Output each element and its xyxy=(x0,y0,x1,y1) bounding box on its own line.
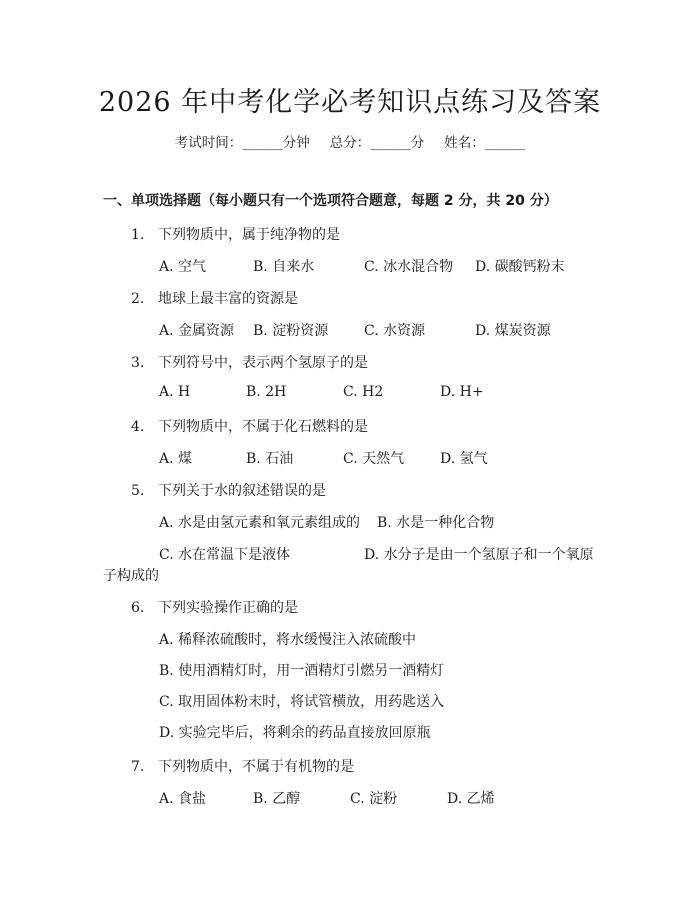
section-title: 一、单项选择题（每小题只有一个选项符合题意，每题 2 分，共 20 分） xyxy=(103,193,558,209)
option-d: D. H+ xyxy=(440,384,484,400)
option-a: A. 空气 xyxy=(159,259,207,275)
option-c: C. 天然气 xyxy=(343,451,405,467)
question-text: 下列实验操作正确的是 xyxy=(158,600,298,616)
option-c: C. H2 xyxy=(343,384,384,400)
option-b: B. 水是一种化合物 xyxy=(377,515,495,531)
option-b: B. 乙醇 xyxy=(253,791,301,807)
option-d: D. 氢气 xyxy=(440,451,488,467)
question-6 xyxy=(131,597,298,617)
option-d: D. 碳酸钙粉末 xyxy=(475,259,565,275)
option-c: C. 冰水混合物 xyxy=(364,259,454,275)
question-text: 下列符号中，表示两个氢原子的是 xyxy=(158,355,368,371)
question-2 xyxy=(131,288,298,308)
question-text: 下列物质中，不属于有机物的是 xyxy=(158,759,354,775)
question-text: 下列关于水的叙述错误的是 xyxy=(158,483,326,499)
question-number: 4. xyxy=(131,419,145,435)
option-d-continuation: 子构成的 xyxy=(103,568,159,584)
option-a: A. 金属资源 xyxy=(159,323,235,339)
exam-time: 考试时间：______分钟 xyxy=(174,135,310,151)
question-number: 1. xyxy=(131,227,145,243)
option-b: B. 使用酒精灯时，用一酒精灯引燃另一酒精灯 xyxy=(159,663,445,679)
exam-info xyxy=(0,131,700,151)
question-number: 2. xyxy=(131,291,145,307)
student-name: 姓名：______ xyxy=(444,135,526,151)
question-text: 地球上最丰富的资源是 xyxy=(158,291,298,307)
question-number: 6. xyxy=(131,600,145,616)
question-text: 下列物质中，不属于化石燃料的是 xyxy=(158,419,368,435)
option-d: D. 水分子是由一个氢原子和一个氧原 xyxy=(364,547,594,563)
option-b: B. 淀粉资源 xyxy=(253,323,329,339)
option-a: A. 食盐 xyxy=(159,791,207,807)
question-7 xyxy=(131,756,354,776)
question-number: 7. xyxy=(131,759,145,775)
option-d: D. 实验完毕后，将剩余的药品直接放回原瓶 xyxy=(159,725,431,741)
option-a: A. H xyxy=(159,384,191,400)
option-c: C. 淀粉 xyxy=(350,791,398,807)
option-a: A. 煤 xyxy=(159,451,193,467)
question-text: 下列物质中，属于纯净物的是 xyxy=(158,227,340,243)
option-c: C. 取用固体粉末时，将试管横放，用药匙送入 xyxy=(159,694,445,710)
question-4 xyxy=(131,416,368,436)
option-b: B. 自来水 xyxy=(253,259,315,275)
question-5 xyxy=(131,480,326,500)
option-a: A. 稀释浓硫酸时，将水缓慢注入浓硫酸中 xyxy=(159,632,417,648)
option-d: D. 煤炭资源 xyxy=(475,323,551,339)
question-3 xyxy=(131,352,368,372)
question-number: 5. xyxy=(131,483,145,499)
option-d: D. 乙烯 xyxy=(447,791,495,807)
total-score: 总分：______分 xyxy=(329,135,425,151)
option-c: C. 水资源 xyxy=(364,323,426,339)
option-c: C. 水在常温下是液体 xyxy=(159,547,291,563)
question-1 xyxy=(131,224,340,244)
option-a: A. 水是由氢元素和氧元素组成的 xyxy=(159,515,361,531)
option-b: B. 2H xyxy=(246,384,287,400)
question-number: 3. xyxy=(131,355,145,371)
option-b: B. 石油 xyxy=(246,451,294,467)
page-title: 2026 年中考化学必考知识点练习及答案 xyxy=(98,87,602,118)
